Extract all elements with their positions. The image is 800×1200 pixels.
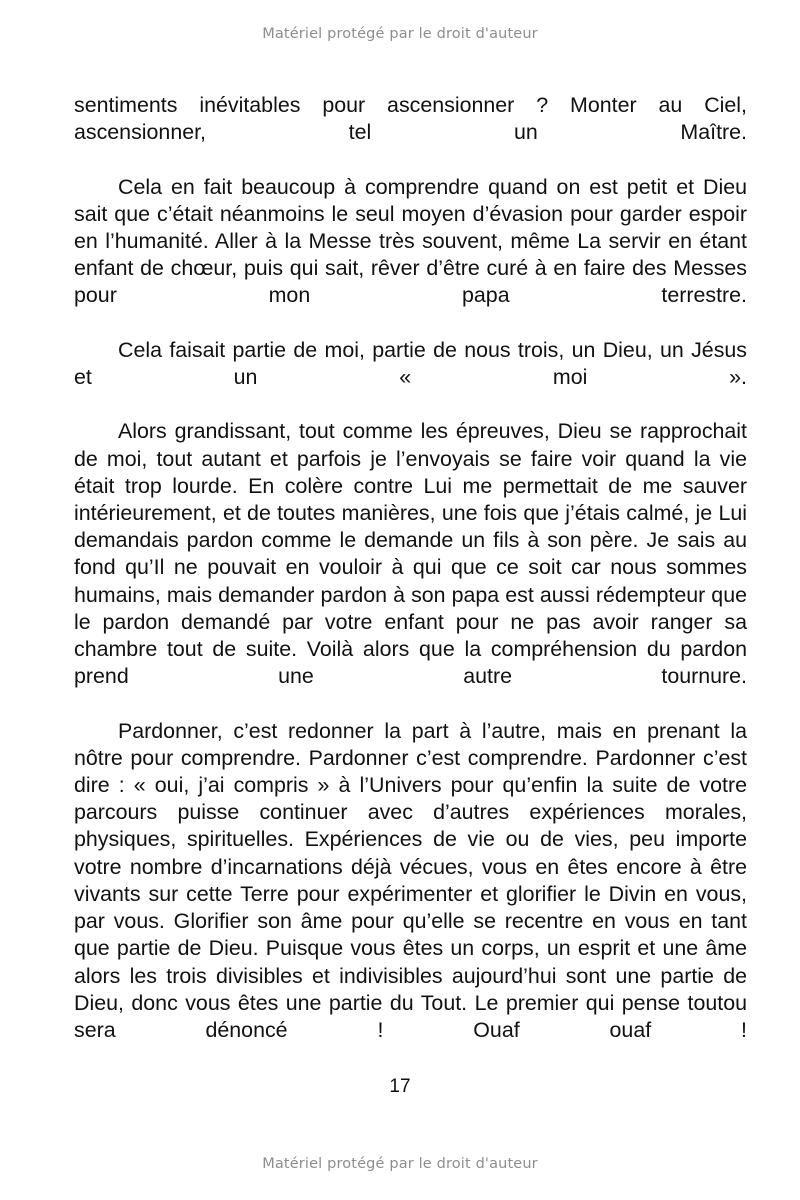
copyright-watermark-header: Matériel protégé par le droit d'auteur	[262, 26, 538, 42]
copyright-watermark-footer: Matériel protégé par le droit d'auteur	[262, 1156, 538, 1172]
paragraph-2: Cela en fait beaucoup à comprendre quand on est petit et Dieu sait que c’était néanmoins le seul moyen d’évasion pour garder espoir en l’humanité. Aller à la Messe très souvent, même La servir en étant enfant de chœur, puis qui sait, rêver d’être curé à en faire des Messes pour mon papa terrestre.	[74, 174, 747, 308]
paragraph-4: Alors grandissant, tout comme les épreuves, Dieu se rapprochait de moi, tout autant et parfois je l’envoyais se faire voir quand la vie était trop lourde. En colère contre Lui me permettait de me sauver intérieurement, et de toutes manières, une fois que j’étais calmé, je Lui demandais pardon comme le demande un fils à son père. Je sais au fond qu’Il ne pouvait en vouloir à qui que ce soit car nous sommes humains, mais demander pardon à son papa est aussi rédempteur que le pardon demandé par votre enfant pour ne pas avoir ranger sa chambre tout de suite. Voilà alors que la compréhension du pardon prend une autre tournure.	[74, 419, 747, 689]
paragraph-1: sentiments inévitables pour ascensionner ? Monter au Ciel, ascensionner, tel un Maître.	[74, 93, 747, 145]
page-number: 17	[389, 1076, 411, 1097]
body-text-column	[74, 92, 747, 1071]
paragraph-5: Pardonner, c’est redonner la part à l’autre, mais en prenant la nôtre pour comprendre. Pardonner c’est comprendre. Pardonner c’est dire : « oui, j’ai compris » à l’Univers pour qu’enfin la suite de votre parcours puisse continuer avec d’autres expériences morales, physiques, spirituelles. Expériences de vie ou de vies, peu importe votre nombre d’incarnations déjà vécues, vous en êtes encore à être vivants sur cette Terre pour expérimenter et glorifier le Divin en vous, par vous. Glorifier son âme pour qu’elle se recentre en vous en tant que partie de Dieu. Puisque vous êtes un corps, un esprit et une âme alors les trois divisibles et indivisibles aujourd’hui sont une partie de Dieu, donc vous êtes une partie du Tout. Le premier qui pense toutou sera dénoncé ! Ouaf ouaf !	[74, 718, 747, 1042]
paragraph-3: Cela faisait partie de moi, partie de nous trois, un Dieu, un Jésus et un « moi ».	[74, 337, 747, 390]
